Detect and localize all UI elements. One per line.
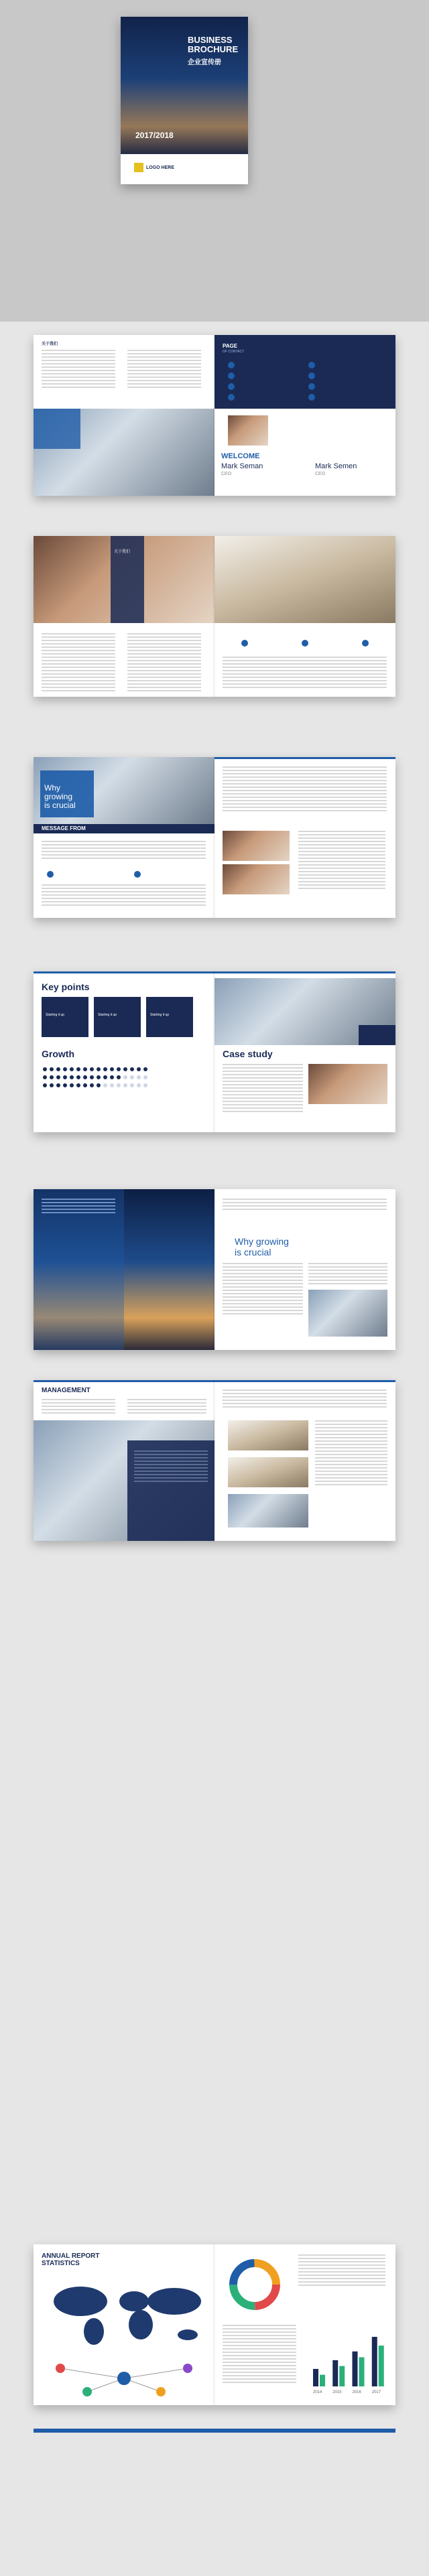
spread-4-left bbox=[34, 971, 214, 1132]
spread-3-left-text bbox=[42, 841, 206, 861]
spread-5 bbox=[34, 1189, 395, 1350]
contact-icon-2 bbox=[228, 372, 235, 379]
spread-2-left bbox=[34, 536, 214, 697]
spread-6-left-text bbox=[42, 1399, 115, 1416]
blue-block bbox=[34, 409, 80, 449]
bar-2014-1 bbox=[320, 2375, 325, 2386]
spread-4 bbox=[34, 971, 395, 1132]
annual-report-title bbox=[42, 2252, 99, 2267]
key-block-2 bbox=[94, 997, 141, 1037]
donut-chart bbox=[225, 2254, 285, 2315]
spread-1-left-text2 bbox=[127, 350, 201, 390]
spread-5-left bbox=[34, 1189, 214, 1350]
step-icon-1 bbox=[47, 871, 54, 878]
annual-line-1: ANNUAL REPORT bbox=[42, 2252, 100, 2260]
room-photo bbox=[214, 536, 395, 623]
case-photo bbox=[308, 1064, 387, 1104]
ceo-photo bbox=[228, 415, 268, 446]
ceo-role: CEO bbox=[221, 472, 232, 476]
cover-title-line2: BROCHURE bbox=[188, 44, 239, 54]
case-study-text bbox=[223, 1064, 303, 1114]
spread-3-right-text bbox=[223, 766, 387, 813]
bar-label-2016: 2016 bbox=[352, 2390, 361, 2394]
spread-1 bbox=[34, 335, 395, 496]
step-icon-2 bbox=[134, 871, 141, 878]
mgmt-photo-2 bbox=[228, 1457, 308, 1487]
why-growing-line-2: is crucial bbox=[235, 1247, 271, 1258]
spread-2-left-text bbox=[42, 633, 115, 693]
spread-6-right-text2 bbox=[315, 1420, 387, 1487]
gutter bbox=[213, 757, 216, 918]
spread-5-right bbox=[214, 1189, 395, 1350]
spread-7-left bbox=[34, 2244, 214, 2405]
contact-icon-4 bbox=[228, 394, 235, 401]
bar-label-2014: 2014 bbox=[313, 2390, 322, 2394]
spread-2-heading: 关于我们 bbox=[114, 550, 131, 554]
spread-2-left-text2 bbox=[127, 633, 201, 693]
spread-6-left bbox=[34, 1380, 214, 1541]
spread-5-left-text bbox=[42, 1199, 115, 1215]
gutter bbox=[213, 1380, 216, 1541]
cover-title-cn: 企业宣传册 bbox=[188, 59, 221, 66]
spread-1-left-text bbox=[42, 350, 115, 390]
management: MANAGEMENT bbox=[42, 1387, 90, 1394]
team-photo-2 bbox=[223, 864, 290, 894]
page-sub: OF CONTACT bbox=[223, 350, 245, 354]
bar-label-2017: 2017 bbox=[371, 2390, 381, 2394]
cover-title-line1: BUSINESS bbox=[188, 35, 233, 45]
spread-7 bbox=[34, 2244, 395, 2405]
annual-line-2: STATISTICS bbox=[42, 2260, 80, 2267]
spread-4-right bbox=[214, 971, 395, 1132]
why-line-2: growing bbox=[44, 792, 73, 801]
bar-2014-0 bbox=[313, 2369, 318, 2386]
growth: Growth bbox=[42, 1048, 74, 1059]
page-label: PAGE bbox=[223, 343, 238, 349]
spread-1-left bbox=[34, 335, 214, 496]
welcome-panel bbox=[214, 409, 395, 496]
bar-2015-0 bbox=[332, 2360, 338, 2386]
ceo-role-2: CEO bbox=[315, 472, 326, 476]
contact-icon-6 bbox=[308, 372, 315, 379]
gutter bbox=[213, 971, 216, 1132]
spread-3-right bbox=[214, 757, 395, 918]
management-panel-text bbox=[134, 1450, 208, 1484]
welcome-title: WELCOME bbox=[221, 452, 260, 460]
cover bbox=[121, 17, 248, 184]
spread-2-right-text bbox=[223, 657, 387, 690]
contact-icon-8 bbox=[308, 394, 315, 401]
gutter bbox=[213, 2244, 216, 2405]
bar-2016-1 bbox=[359, 2358, 365, 2387]
ceo-name-2: Mark Semen bbox=[315, 462, 357, 470]
spread-3-right-text2 bbox=[298, 831, 385, 891]
cover-year: 2017/2018 bbox=[135, 131, 174, 140]
bar-2015-1 bbox=[339, 2366, 345, 2386]
why-line-3: is crucial bbox=[44, 801, 76, 810]
spread-3-left-text2 bbox=[42, 884, 206, 908]
feature-icon-3 bbox=[362, 640, 369, 647]
why-line-1: Why bbox=[44, 783, 60, 793]
spread-6-right bbox=[214, 1380, 395, 1541]
gutter bbox=[213, 1189, 216, 1350]
cover-title bbox=[188, 36, 238, 66]
key-block-3 bbox=[146, 997, 193, 1037]
cover-logo-text: LOGO HERE bbox=[146, 165, 175, 170]
spread-6 bbox=[34, 1380, 395, 1541]
spread-3-left bbox=[34, 757, 214, 918]
key-label-2: Starting it up bbox=[98, 1013, 117, 1017]
why-growing bbox=[235, 1236, 289, 1258]
case-study: Case study bbox=[223, 1048, 273, 1059]
spread-2 bbox=[34, 536, 395, 697]
spread-1-right bbox=[214, 335, 395, 496]
bar-2017-1 bbox=[379, 2346, 384, 2386]
feature-icon-1 bbox=[241, 640, 248, 647]
spread-7-right-text2 bbox=[223, 2325, 296, 2385]
spread-7-right-text bbox=[298, 2254, 385, 2288]
contact-icon-1 bbox=[228, 362, 235, 368]
mgmt-photo-3 bbox=[228, 1494, 308, 1528]
world-map bbox=[40, 2275, 208, 2348]
ceo-name: Mark Seman bbox=[221, 462, 263, 470]
growth-dots bbox=[42, 1065, 189, 1105]
bar-chart bbox=[305, 2325, 389, 2398]
spread-2-right bbox=[214, 536, 395, 697]
office-badge bbox=[359, 1025, 395, 1045]
spread-5-right-text bbox=[223, 1263, 303, 1316]
key-block-1 bbox=[42, 997, 88, 1037]
gutter bbox=[213, 536, 216, 697]
spread-3 bbox=[34, 757, 395, 918]
message-from: MESSAGE FROM bbox=[42, 825, 86, 831]
why-text bbox=[44, 784, 76, 810]
why-growing-line-1: Why growing bbox=[235, 1236, 289, 1247]
mgmt-photo-1 bbox=[228, 1420, 308, 1450]
contact-icon-5 bbox=[308, 362, 315, 368]
spread-7-right bbox=[214, 2244, 395, 2405]
contact-icon-7 bbox=[308, 383, 315, 390]
spread-6-left-text2 bbox=[127, 1399, 206, 1416]
spread-1-left-heading: 关于我们 bbox=[42, 342, 58, 346]
feature-icon-2 bbox=[302, 640, 308, 647]
team-photo-1 bbox=[223, 831, 290, 861]
meeting-photo bbox=[308, 1290, 387, 1337]
contact-icon-3 bbox=[228, 383, 235, 390]
bar-2016-0 bbox=[353, 2352, 358, 2386]
spread-6-right-text bbox=[223, 1389, 387, 1410]
cover-logo-icon bbox=[134, 163, 143, 172]
bar-2017-0 bbox=[372, 2337, 377, 2386]
bottom-strip bbox=[34, 2429, 395, 2433]
spread-5-right-text2 bbox=[308, 1263, 387, 1286]
bar-label-2015: 2015 bbox=[332, 2390, 342, 2394]
key-points: Key points bbox=[42, 981, 90, 992]
spread-5-right-intro bbox=[223, 1199, 387, 1212]
key-label-3: Starting it up bbox=[150, 1013, 170, 1017]
gutter bbox=[213, 335, 216, 496]
network-icons bbox=[47, 2355, 201, 2402]
key-label-1: Starting it up bbox=[46, 1013, 65, 1017]
